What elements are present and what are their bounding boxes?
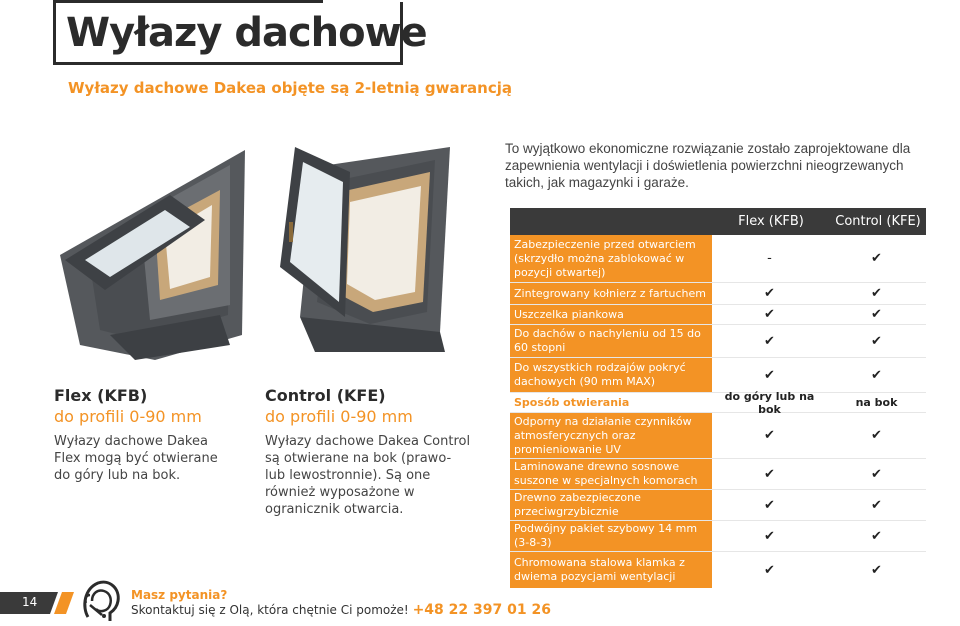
table-row bbox=[510, 459, 926, 490]
footer-contact-text: Skontaktuj się z Olą, która chętnie Ci pomoże! bbox=[131, 603, 409, 617]
row-label: Drewno zabezpieczone przeciwgrzybicznie bbox=[510, 490, 712, 520]
row-control-value: ✔ bbox=[871, 497, 882, 513]
consultant-avatar-icon bbox=[80, 577, 122, 623]
table-row bbox=[510, 325, 926, 358]
row-flex-value: ✔ bbox=[764, 562, 775, 578]
row-control-value: ✔ bbox=[871, 333, 882, 349]
row-flex-value: ✔ bbox=[764, 428, 775, 443]
row-flex-value: ✔ bbox=[764, 307, 775, 322]
row-flex-value: ✔ bbox=[764, 333, 775, 349]
row-label: Laminowane drewno sosnowe suszone w specjalnych komorach bbox=[510, 459, 712, 489]
control-title: Control (KFE) bbox=[265, 386, 386, 405]
table-row bbox=[510, 490, 926, 521]
control-description: Wyłazy dachowe Dakea Control są otwierane na bok (prawo- lub lewostronnie). Są one również wyposażone w ogranicznik otwarcia. bbox=[265, 434, 471, 517]
row-flex-value: do góry lub na bok bbox=[724, 389, 815, 416]
header-control: Control (KFE) bbox=[835, 214, 921, 229]
table-row bbox=[510, 305, 926, 325]
row-flex-value: ✔ bbox=[764, 466, 775, 482]
row-flex-value: - bbox=[767, 251, 772, 266]
row-label: Zintegrowany kołnierz z fartuchem bbox=[510, 283, 712, 304]
page-number: 14 bbox=[22, 595, 38, 609]
row-control-value: na bok bbox=[855, 396, 898, 409]
table-row bbox=[510, 389, 926, 416]
row-label: Odporny na działanie czynników atmosferycznych oraz promieniowanie UV bbox=[510, 413, 712, 458]
header-flex: Flex (KFB) bbox=[738, 214, 804, 229]
flex-window-image bbox=[30, 145, 250, 365]
page-number-badge bbox=[0, 592, 74, 614]
row-control-value: ✔ bbox=[871, 251, 882, 266]
row-flex-value: ✔ bbox=[764, 528, 775, 544]
footer-question: Masz pytania? bbox=[131, 588, 228, 602]
row-flex-value: ✔ bbox=[764, 367, 775, 383]
table-row bbox=[510, 358, 926, 393]
table-header bbox=[510, 208, 926, 235]
comparison-table bbox=[510, 208, 926, 588]
flex-subtitle: do profili 0-90 mm bbox=[54, 407, 202, 426]
row-label: Uszczelka piankowa bbox=[510, 305, 712, 324]
row-control-value: ✔ bbox=[871, 286, 882, 301]
flex-description: Wyłazy dachowe Dakea Flex mogą być otwierane do góry lub na bok. bbox=[54, 434, 218, 483]
table-row bbox=[510, 521, 926, 552]
row-control-value: ✔ bbox=[871, 428, 882, 443]
page-title: Wyłazy dachowe bbox=[66, 10, 427, 56]
row-control-value: ✔ bbox=[871, 562, 882, 578]
footer-contact bbox=[131, 602, 551, 618]
row-label: Do dachów o nachyleniu od 15 do 60 stopni bbox=[510, 325, 712, 357]
row-label: Chromowana stalowa klamka z dwiema pozycjami wentylacji bbox=[510, 552, 712, 588]
row-label: Podwójny pakiet szybowy 14 mm (3-8-3) bbox=[510, 521, 712, 551]
row-control-value: ✔ bbox=[871, 466, 882, 482]
flex-title: Flex (KFB) bbox=[54, 386, 148, 405]
intro-text: To wyjątkowo ekonomiczne rozwiązanie zostało zaprojektowane dla zapewnienia wentylacji i doświetlenia powierzchni nieogrzewanych takich, jak magazynki i garaże. bbox=[505, 141, 911, 190]
row-flex-value: ✔ bbox=[764, 497, 775, 513]
control-window-image bbox=[255, 142, 455, 357]
table-row bbox=[510, 552, 926, 588]
row-label: Sposób otwierania bbox=[514, 395, 630, 409]
table-row bbox=[510, 283, 926, 305]
row-label: Zabezpieczenie przed otwarciem (skrzydło można zablokować w pozycji otwartej) bbox=[510, 235, 712, 282]
page-subtitle: Wyłazy dachowe Dakea objęte są 2-letnią gwarancją bbox=[68, 79, 512, 97]
table-row bbox=[510, 413, 926, 459]
row-control-value: ✔ bbox=[871, 528, 882, 544]
row-control-value: ✔ bbox=[871, 307, 882, 322]
row-flex-value: ✔ bbox=[764, 286, 775, 301]
control-subtitle: do profili 0-90 mm bbox=[265, 407, 413, 426]
row-control-value: ✔ bbox=[871, 367, 882, 383]
table-row bbox=[510, 235, 926, 283]
row-label: Do wszystkich rodzajów pokryć dachowych (90 mm MAX) bbox=[510, 358, 712, 392]
footer-phone[interactable]: +48 22 397 01 26 bbox=[412, 602, 551, 618]
